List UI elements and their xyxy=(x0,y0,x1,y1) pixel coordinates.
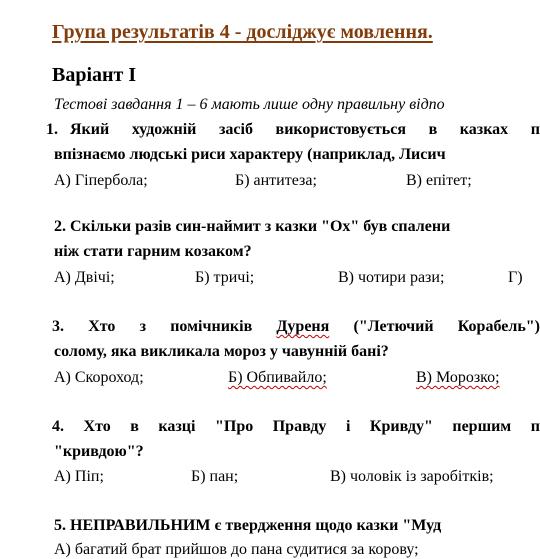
q3-answer-b: Б) Обпивайло; xyxy=(228,369,327,386)
instruction-text: Тестові завдання 1 – 6 мають лише одну правильну відпо xyxy=(54,96,445,113)
q1-answer-a: А) Гіпербола; xyxy=(54,172,148,189)
question-5-line-1: 5. НЕПРАВИЛЬНИМ є твердження щодо казки "Муд xyxy=(54,517,442,534)
q3-answer-c: В) Морозко; xyxy=(416,369,500,386)
q2-answer-c: В) чотири рази; xyxy=(338,269,445,286)
question-4-line-1: 4. Хто в казці "Про Правду і Кривду" першим п xyxy=(52,418,540,435)
q1-answer-c: В) епітет; xyxy=(406,172,472,189)
q2-answer-a: А) Двічі; xyxy=(54,269,115,286)
q2-answer-d: Г) xyxy=(508,269,523,286)
question-4-line-2: "кривдою"? xyxy=(54,443,144,460)
q5-answer-a: А) багатий брат прийшов до пана судитися за корову; xyxy=(54,541,419,558)
q4-answer-c: В) чоловік із заробітків; xyxy=(330,468,494,485)
group-title: Група результатів 4 - досліджує мовлення. xyxy=(52,21,433,43)
q1-answer-b: Б) антитеза; xyxy=(235,172,317,189)
question-1-line-2: впізнаємо людські риси характеру (наприклад, Лисич xyxy=(54,146,446,163)
q4-answer-b: Б) пан; xyxy=(191,468,239,485)
question-3-line-1: 3. Хто з помічників Дуреня ("Летючий Корабель") xyxy=(52,318,540,335)
question-1-line-1: Який художній засіб використовується в казках п xyxy=(70,121,540,138)
variant-heading: Варіант І xyxy=(52,64,137,86)
q2-answer-b: Б) тричі; xyxy=(195,269,255,286)
q4-answer-a: А) Піп; xyxy=(54,468,104,485)
question-2-line-1: 2. Скільки разів син-наймит з казки "Ох" був спалени xyxy=(54,218,451,235)
question-3-line-2: солому, яка викликала мороз у чавунній бані? xyxy=(54,343,389,360)
question-1-number: 1. xyxy=(46,121,58,138)
question-2-line-2: ніж стати гарним козаком? xyxy=(54,243,252,260)
question-1 xyxy=(46,121,58,139)
q3-answer-a: А) Скороход; xyxy=(54,369,144,386)
